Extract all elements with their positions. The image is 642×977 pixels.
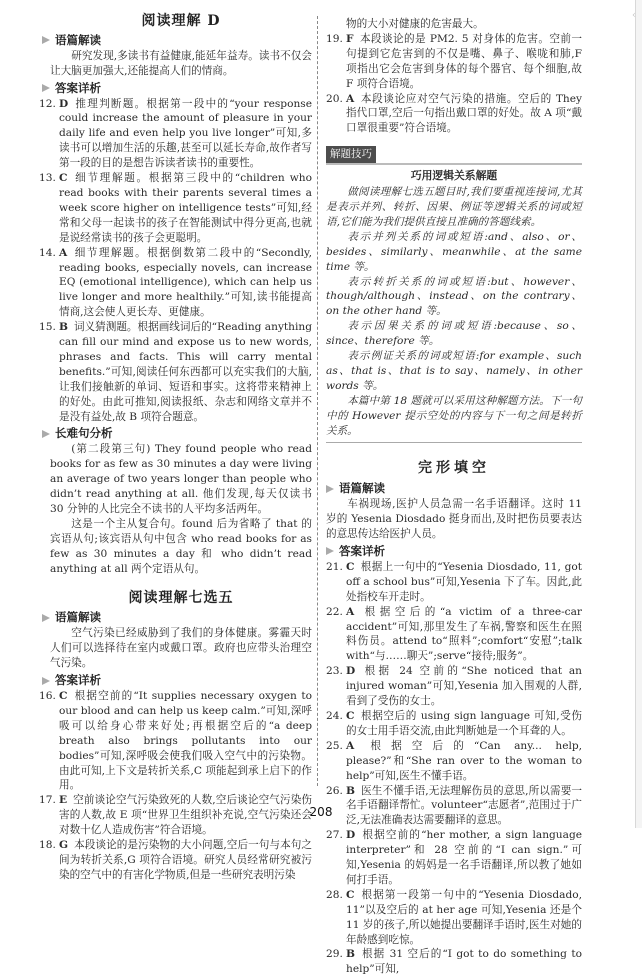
answer-item: 24. C 根据空后的 using sign language 可知,受伤的女士用手语交流,由此判断她是一个耳聋的人。 <box>326 709 582 737</box>
tip-paragraph: 做阅读理解七选五题目时,我们要重视连接词,尤其是表示并列、转折、因果、例证等逻辑关系的词或短语,它们能为我们提供直接且准确的答题线索。 <box>326 186 582 228</box>
continued-text: 物的大小对健康的危害最大。 <box>346 18 484 30</box>
right-column <box>326 0 582 977</box>
answer-letter: C <box>59 172 68 185</box>
answer-item: 23. D 根据 24 空前的“She noticed that an injured woman”可知,Yesenia 加入围观的人群,看到了受伤的女士。 <box>326 665 582 708</box>
answer-item: 26. B 医生不懂手语,无法理解伤员的意思,所以需要一名手语翻译帮忙。volunteer“志愿者”,范围过于广泛,无法准确表达需要翻译的意思。 <box>326 784 582 827</box>
tip-paragraph: 表示因果关系的词或短语:because、so、since、therefore 等。 <box>326 320 582 348</box>
tip-paragraph: 表示例证关系的词或短语:for example、such as、that is、that is to say、namely、in other words 等。 <box>326 350 582 392</box>
answer-item: 20. A 本段谈论应对空气污染的措施。空后的 They 指代口罩,空后一句指出戴口罩的好处。故 A 项“戴口罩很重要”符合语境。 <box>326 92 582 135</box>
triangle-marker-icon <box>42 430 50 438</box>
page-edge <box>635 0 642 828</box>
tip-box-header <box>326 136 582 165</box>
answer-letter: D <box>346 665 356 678</box>
triangle-marker-icon <box>42 84 50 92</box>
answer-item: 12. D 推理判断题。根据第一段中的“your response could increase the amount of pleasure in your daily life and even help you live longer”可知,多读书可以增加生活的乐趣,甚至可以延长寿命,故作者写第一段的目的是想告诉读者读书的重要性。 <box>39 97 312 170</box>
summary-text: 空气污染已经威胁到了我们的身体健康。雾霾天时人们可以选择待在室内或戴口罩。政府也应带头治理空气污染。 <box>50 627 312 670</box>
subhead-answers: 答案详析 <box>326 544 582 559</box>
answer-letter: B <box>59 321 68 334</box>
subhead-answers: 答案详析 <box>42 673 312 688</box>
answer-letter: C <box>346 709 355 722</box>
answer-letter: A <box>346 739 355 752</box>
answer-item: 29. B 根据 31 空后的“I got to do something to help”可知, <box>326 948 582 976</box>
answer-letter: A <box>346 92 355 105</box>
summary-text: 车祸现场,医护人员急需一名手语翻译。这时 11 岁的 Yesenia Diosdado 挺身而出,及时把伤员要表达的意思传达给医护人员。 <box>326 498 582 541</box>
tip-paragraph: 表示并列关系的词或短语:and、also、or、besides、similarly、meanwhile、at the same time 等。 <box>326 230 582 273</box>
answer-letter: B <box>346 784 355 797</box>
answer-item: 13. C 细节理解题。根据第三段中的“children who read books with their parents several times a week score higher on intelligence tests”可知,经常和父母一起读书的孩子在智能测试中得分更高,也就是说经常读书的孩子会更聪明。 <box>39 172 312 244</box>
answer-letter: A <box>346 605 355 618</box>
triangle-marker-icon <box>326 547 334 555</box>
answer-item: 28. C 根据第一段第一句中的“Yesenia Diosdado, 11”以及空后的 at her age 可知,Yesenia 还是个 11 岁的孩子,所以她提出要翻译手语时,医生对她的年龄感到吃惊。 <box>326 888 582 946</box>
section-title-seven-choose-five: 阅读理解七选五 <box>128 589 234 606</box>
long-sentence-text: (第二段第三句) They found people who read books for as few as 30 minutes a day were living an average of two years longer than people who didn’t read anything at all. 他们发现,每天仅读书 30 分钟的人比完全不读书的人平均多活两年。 <box>50 443 312 515</box>
tip-tag: 解题技巧 <box>326 146 376 163</box>
answer-item: 21. C 根据上一句中的“Yesenia Diosdado, 11, got off a school bus”可知,Yesenia 下了车。因此,此处指校车开走时。 <box>326 560 582 603</box>
subhead-summary: 语篇解读 <box>42 33 312 48</box>
answer-letter: B <box>346 948 355 961</box>
answer-letter: C <box>346 560 355 573</box>
page-number: 208 <box>309 805 333 819</box>
triangle-marker-icon <box>42 36 50 44</box>
tip-title: 巧用逻辑关系解题 <box>410 169 498 183</box>
answer-letter: C <box>346 888 355 901</box>
answer-item: 16. C 根据空前的“It supplies necessary oxygen to our blood and can help us keep calm.”可知,深呼吸可以给身心带来好处;再根据空后的“a deep breath also brings pollutants into our bodies”可知,深呼吸会使我们吸入空气中的污染物。由此可知,上下文是转折关系,C 项能起到承上启下的作用。 <box>39 689 312 792</box>
answer-letter: C <box>59 689 68 702</box>
subhead-summary: 语篇解读 <box>42 610 312 625</box>
left-column <box>39 0 313 883</box>
chevron-left-icon[interactable]: ‹ <box>632 10 636 21</box>
tip-paragraph: 表示转折关系的词或短语:but、however、though/although、instead、on the contrary、on the other hand 等。 <box>326 275 582 318</box>
triangle-marker-icon <box>42 614 50 622</box>
answer-letter: F <box>346 32 354 45</box>
answer-letter: E <box>59 794 68 807</box>
answer-item: 27. D 根据空前的“her mother, a sign language interpreter”和 28 空前的“I can sign.”可知,Yesenia 的妈妈是一名手语翻译,所以教了她如何打手语。 <box>326 829 582 886</box>
summary-text: 研究发现,多读书有益健康,能延年益寿。读书不仅会让大脑更加强大,还能提高人们的情商。 <box>50 49 312 77</box>
tip-paragraph: 本篇中第 18 题就可以采用这种解题方法。下一句中的 However 提示空处的内容与下一句之间是转折关系。 <box>326 394 582 437</box>
answer-letter: D <box>59 97 69 110</box>
section-title-reading-d: 阅读理解 D <box>141 13 221 29</box>
triangle-marker-icon <box>326 485 334 493</box>
answer-letter: A <box>59 246 68 259</box>
answer-item: 19. F 本段谈论的是 PM2. 5 对身体的危害。空前一句提到它危害到的不仅是嘴、鼻子、喉咙和肺,F 项指出它会危害到身体的每个器官、每个细胞,故 F 项符合语境。 <box>326 32 582 90</box>
triangle-marker-icon <box>42 677 50 685</box>
answer-item: 25. A 根据空后的“Can any... help, please?”和“She ran over to the woman to help”可知,医生不懂手语。 <box>326 739 582 782</box>
section-title-cloze: 完形填空 <box>418 460 490 477</box>
answer-item: 17. E 空前谈论空气污染致死的人数,空后谈论空气污染伤害的人数,故 E 项“世界卫生组织补充说,空气污染还会对数十亿人造成伤害”符合语境。 <box>39 794 312 837</box>
subhead-summary: 语篇解读 <box>326 481 582 496</box>
subhead-answers: 答案详析 <box>42 81 312 96</box>
answer-item: 18. G 本段谈论的是污染物的大小问题,空后一句与本句之间为转折关系,G 项符合语境。研究人员经常研究被污染的空气中的有害化学物质,但是一些研究表明污染 <box>39 839 312 881</box>
subhead-long-sentence: 长难句分析 <box>42 426 312 441</box>
answer-item: 15. B 词义猜测题。根据画线词后的“Reading anything can fill our mind and expose us to new words, phrases and facts. This will carry mental benefits.”可知,阅读任何东西都可以充实我们的大脑,让我们接触新的单词、短语和事实。这将带来精神上的好处。由此可推知,阅读报纸、杂志和网络文章并不是没有益处,故 B 项符合题意。 <box>39 321 313 423</box>
answer-letter: D <box>346 829 356 842</box>
column-divider <box>317 16 318 786</box>
answer-item: 14. A 细节理解题。根据倒数第二段中的“Secondly, reading books, especially novels, can increase EQ (emotional intelligence), which can help us live longer and more healthily.”可知,读书能提高情商,这会使人更长寿、更健康。 <box>39 246 312 319</box>
answer-item: 22. A 根据空后的“a victim of a three-car accident”可知,那里发生了车祸,警察和医生在照料伤员。attend to“照料”;comfort“安慰”;talk with“与……聊天”;serve“接待;服务”。 <box>326 605 582 663</box>
tip-box-end-rule <box>326 442 582 443</box>
answer-letter: G <box>59 839 69 852</box>
long-sentence-analysis: 这是一个主从复合句。found 后为省略了 that 的宾语从句;该宾语从句中包含 who read books for as few as 30 minutes a day 和 who didn’t read anything at all 两个定语从句。 <box>50 517 312 575</box>
